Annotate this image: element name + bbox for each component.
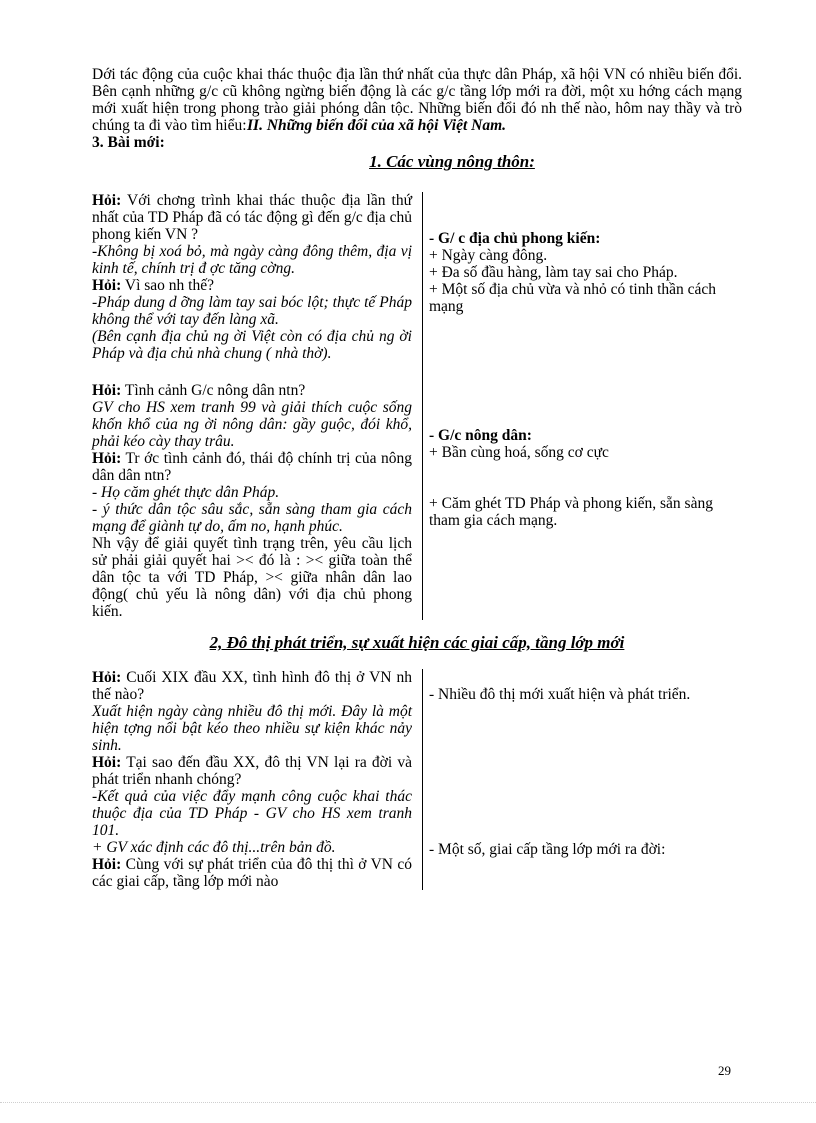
right-item: + Đa số đầu hàng, làm tay sai cho Pháp. xyxy=(429,264,678,281)
page-body xyxy=(92,66,742,890)
note: Nh vậy để giải quyết tình trạng trên, yêu cầu lịch sử phải giải quyết hai >< đó là : >< giữa toàn thể dân tộc ta với TD Pháp, >< giữa nhân dân lao động( chủ yếu là nông dân) với địa chủ phong kiến. xyxy=(92,535,412,620)
section1-right-column xyxy=(422,192,742,620)
section-heading-roman: II. Những biến đổi của xã hội Việt Nam. xyxy=(247,117,507,134)
right-item: - Một số, giai cấp tầng lớp mới ra đời: xyxy=(429,841,666,858)
answer: -Kết quả của việc đẩy mạnh công cuộc khai thác thuộc địa của TD Pháp - GV cho HS xem tranh 101. xyxy=(92,788,412,839)
answer: (Bên cạnh địa chủ ng ời Việt còn có địa chủ ng ời Pháp và địa chủ nhà chung ( nhà thờ). xyxy=(92,328,412,362)
question: Hỏi: Cuối XIX đầu XX, tình hình đô thị ở VN nh thế nào? xyxy=(92,669,412,703)
section2-right-column xyxy=(422,669,742,890)
section1-table xyxy=(92,192,742,620)
section1-title: 1. Các vùng nông thôn: xyxy=(369,152,535,171)
new-lesson-heading: 3. Bài mới: xyxy=(92,134,165,151)
question: Hỏi: Vì sao nh thế? xyxy=(92,277,214,294)
answer: - ý thức dân tộc sâu sắc, sẵn sàng tham gia cách mạng để giành tự do, ấm no, hạnh phúc. xyxy=(92,501,412,535)
answer: - Họ căm ghét thực dân Pháp. xyxy=(92,484,280,501)
spacer xyxy=(92,362,412,382)
right-item: - Nhiều đô thị mới xuất hiện và phát triển. xyxy=(429,686,691,703)
right-item: + Ngày càng đông. xyxy=(429,247,548,264)
section2-left-column xyxy=(92,669,422,890)
right-heading: - G/ c địa chủ phong kiến: xyxy=(429,230,601,247)
answer: GV cho HS xem tranh 99 và giải thích cuộc sống khốn khổ của ng ời nông dân: gầy guộc, đói khổ, phải kéo cày thay trâu. xyxy=(92,399,412,450)
right-item: + Bần cùng hoá, sống cơ cực xyxy=(429,444,609,461)
right-item: + Một số địa chủ vừa và nhỏ có tinh thần cách mạng xyxy=(429,281,717,315)
question: Hỏi: Với chơng trình khai thác thuộc địa lần thứ nhất của TD Pháp đã có tác động gì đến g/c địa chủ phong kiến VN ? xyxy=(92,192,412,243)
answer: -Không bị xoá bỏ, mà ngày càng đông thêm, địa vị kinh tế, chính trị đ ợc tăng cờng. xyxy=(92,243,412,277)
answer: -Pháp dung d ỡng làm tay sai bóc lột; thực tế Pháp không thể với tay đến làng xã. xyxy=(92,294,412,328)
question: Hỏi: Cùng với sự phát triển của đô thị thì ở VN có các giai cấp, tầng lớp mới nào xyxy=(92,856,412,890)
question: Hỏi: Tr ớc tình cảnh đó, thái độ chính trị của nông dân dân ntn? xyxy=(92,450,412,484)
page-number: 29 xyxy=(718,1063,731,1078)
answer: + GV xác định các đô thị...trên bản đồ. xyxy=(92,839,336,856)
section1-left-column xyxy=(92,192,422,620)
section2-table xyxy=(92,669,742,890)
right-item: + Căm ghét TD Pháp và phong kiến, sẵn sàng tham gia cách mạng. xyxy=(429,495,713,529)
section2-title: 2, Đô thị phát triển, sự xuất hiện các giai cấp, tầng lớp mới xyxy=(209,633,625,652)
question: Hỏi: Tại sao đến đầu XX, đô thị VN lại ra đời và phát triển nhanh chóng? xyxy=(92,754,412,788)
right-heading: - G/c nông dân: xyxy=(429,427,532,444)
footer-divider xyxy=(0,1102,816,1103)
answer: Xuất hiện ngày càng nhiều đô thị mới. Đây là một hiện tợng nổi bật kéo theo nhiều sự kiện khác nảy sinh. xyxy=(92,703,412,754)
question: Hỏi: Tình cảnh G/c nông dân ntn? xyxy=(92,382,306,399)
intro-paragraph: Dới tác động của cuộc khai thác thuộc địa lần thứ nhất của thực dân Pháp, xã hội VN có nhiều biến đổi. Bên cạnh những g/c cũ không ngừng biến động là các g/c tầng lớp mới ra đời, một xu hớng cách mạng mới xuất hiện trong phong trào giải phóng dân tộc. Những biến đổi đó nh thế nào, hôm nay thầy và trò chúng ta đi vào tìm hiểu: xyxy=(92,66,742,134)
